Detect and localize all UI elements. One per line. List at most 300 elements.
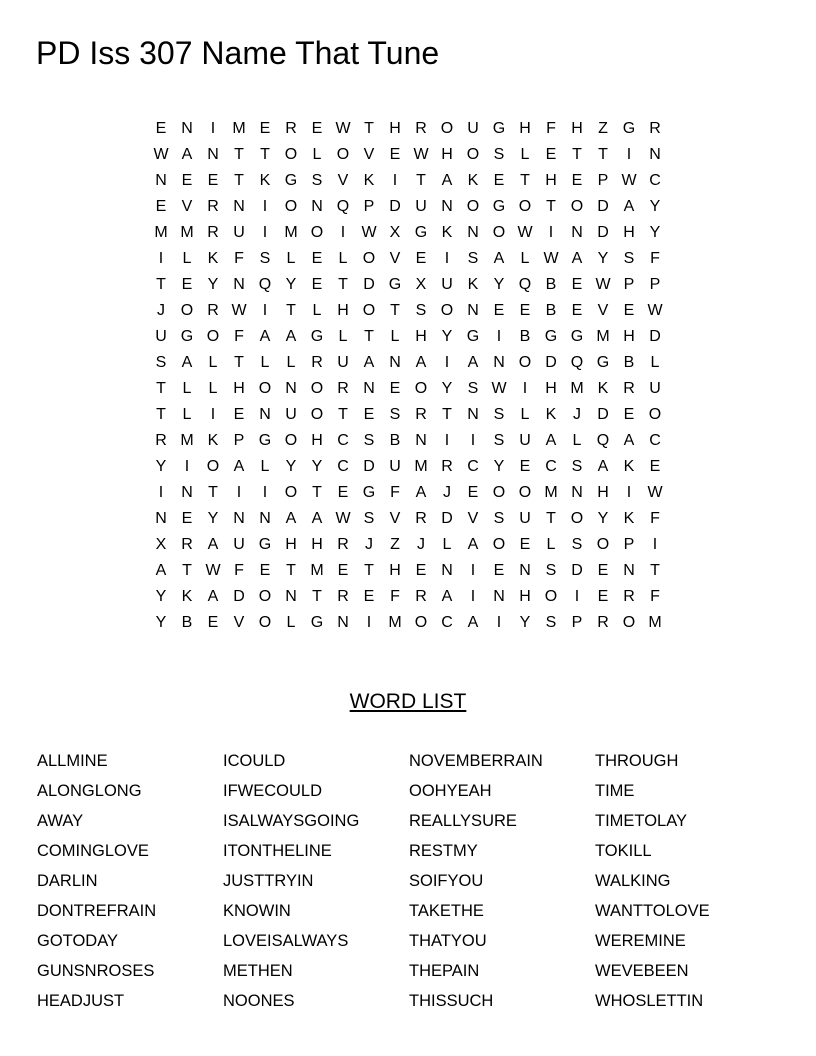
grid-letter[interactable]: Z xyxy=(390,536,400,553)
grid-letter[interactable]: G xyxy=(544,328,558,345)
grid-letter[interactable]: Y xyxy=(285,276,297,293)
grid-letter[interactable]: J xyxy=(443,484,451,501)
grid-letter[interactable]: I xyxy=(262,302,268,319)
grid-letter[interactable]: J xyxy=(573,406,581,423)
grid-letter[interactable]: G xyxy=(622,120,636,137)
grid-letter[interactable]: M xyxy=(180,224,194,241)
grid-letter[interactable]: O xyxy=(362,302,376,319)
grid-letter[interactable]: W xyxy=(647,302,663,319)
grid-letter[interactable]: L xyxy=(338,328,348,345)
grid-letter[interactable]: C xyxy=(337,458,349,475)
grid-letter[interactable]: A xyxy=(571,250,583,267)
grid-letter[interactable]: C xyxy=(649,172,661,189)
grid-letter[interactable]: N xyxy=(337,614,349,631)
grid-letter[interactable]: O xyxy=(310,406,324,423)
grid-letter[interactable]: A xyxy=(623,198,635,215)
grid-letter[interactable]: R xyxy=(415,588,427,605)
grid-letter[interactable]: K xyxy=(259,172,271,189)
grid-letter[interactable]: T xyxy=(390,302,400,319)
grid-letter[interactable]: D xyxy=(545,354,557,371)
grid-letter[interactable]: U xyxy=(441,276,453,293)
grid-letter[interactable]: O xyxy=(310,224,324,241)
grid-letter[interactable]: Q xyxy=(336,198,350,215)
grid-letter[interactable]: L xyxy=(312,302,322,319)
grid-letter[interactable]: N xyxy=(467,302,479,319)
grid-letter[interactable]: C xyxy=(467,458,479,475)
grid-letter[interactable]: G xyxy=(310,614,324,631)
grid-letter[interactable]: E xyxy=(493,562,505,579)
grid-letter[interactable]: S xyxy=(623,250,635,267)
grid-letter[interactable]: J xyxy=(365,536,373,553)
grid-letter[interactable]: R xyxy=(311,354,323,371)
grid-letter[interactable]: C xyxy=(649,432,661,449)
grid-letter[interactable]: A xyxy=(155,562,167,579)
grid-letter[interactable]: M xyxy=(388,614,402,631)
grid-letter[interactable]: A xyxy=(363,354,375,371)
grid-letter[interactable]: Y xyxy=(597,250,609,267)
grid-letter[interactable]: A xyxy=(207,588,219,605)
grid-letter[interactable]: I xyxy=(626,484,632,501)
grid-letter[interactable]: W xyxy=(335,510,351,527)
grid-letter[interactable]: S xyxy=(493,432,505,449)
grid-letter[interactable]: G xyxy=(258,536,272,553)
grid-letter[interactable]: V xyxy=(337,172,349,189)
grid-letter[interactable]: R xyxy=(337,380,349,397)
grid-letter[interactable]: U xyxy=(389,458,401,475)
grid-letter[interactable]: L xyxy=(442,536,452,553)
grid-letter[interactable]: M xyxy=(570,380,584,397)
grid-letter[interactable]: W xyxy=(543,250,559,267)
grid-letter[interactable]: S xyxy=(363,510,375,527)
grid-letter[interactable]: I xyxy=(262,224,268,241)
grid-letter[interactable]: E xyxy=(571,172,583,189)
grid-letter[interactable]: B xyxy=(181,614,193,631)
grid-letter[interactable]: M xyxy=(596,328,610,345)
grid-letter[interactable]: F xyxy=(650,588,660,605)
grid-letter[interactable]: E xyxy=(519,458,531,475)
grid-letter[interactable]: I xyxy=(496,614,502,631)
grid-letter[interactable]: A xyxy=(311,510,323,527)
grid-letter[interactable]: Y xyxy=(649,198,661,215)
grid-letter[interactable]: A xyxy=(233,458,245,475)
grid-letter[interactable]: I xyxy=(652,536,658,553)
grid-letter[interactable]: N xyxy=(467,406,479,423)
grid-letter[interactable]: B xyxy=(545,302,557,319)
grid-letter[interactable]: O xyxy=(206,458,220,475)
grid-letter[interactable]: U xyxy=(649,380,661,397)
grid-letter[interactable]: R xyxy=(623,380,635,397)
grid-letter[interactable]: O xyxy=(258,588,272,605)
grid-letter[interactable]: O xyxy=(284,146,298,163)
grid-letter[interactable]: N xyxy=(519,562,531,579)
grid-letter[interactable]: E xyxy=(363,588,375,605)
grid-letter[interactable]: L xyxy=(182,250,192,267)
grid-letter[interactable]: P xyxy=(363,198,375,215)
grid-letter[interactable]: B xyxy=(545,276,557,293)
grid-letter[interactable]: L xyxy=(546,536,556,553)
grid-letter[interactable]: E xyxy=(545,146,557,163)
grid-letter[interactable]: R xyxy=(337,588,349,605)
grid-letter[interactable]: B xyxy=(389,432,401,449)
grid-letter[interactable]: I xyxy=(158,250,164,267)
grid-letter[interactable]: W xyxy=(621,172,637,189)
grid-letter[interactable]: I xyxy=(210,406,216,423)
grid-letter[interactable]: V xyxy=(389,250,401,267)
grid-letter[interactable]: A xyxy=(467,614,479,631)
grid-letter[interactable]: X xyxy=(155,536,167,553)
grid-letter[interactable]: W xyxy=(205,562,221,579)
grid-letter[interactable]: W xyxy=(595,276,611,293)
grid-letter[interactable]: F xyxy=(650,250,660,267)
grid-letter[interactable]: V xyxy=(181,198,193,215)
grid-letter[interactable]: A xyxy=(467,354,479,371)
grid-letter[interactable]: G xyxy=(596,354,610,371)
grid-letter[interactable]: E xyxy=(597,562,609,579)
grid-letter[interactable]: A xyxy=(181,354,193,371)
grid-letter[interactable]: R xyxy=(649,120,661,137)
grid-letter[interactable]: E xyxy=(337,562,349,579)
grid-letter[interactable]: T xyxy=(416,172,426,189)
grid-letter[interactable]: E xyxy=(389,146,401,163)
grid-letter[interactable]: O xyxy=(414,614,428,631)
grid-letter[interactable]: E xyxy=(623,302,635,319)
grid-letter[interactable]: E xyxy=(181,172,193,189)
grid-letter[interactable]: A xyxy=(441,588,453,605)
grid-letter[interactable]: Q xyxy=(570,354,584,371)
grid-letter[interactable]: L xyxy=(312,146,322,163)
grid-letter[interactable]: U xyxy=(519,432,531,449)
grid-letter[interactable]: O xyxy=(492,536,506,553)
grid-letter[interactable]: F xyxy=(234,562,244,579)
grid-letter[interactable]: Y xyxy=(155,458,167,475)
grid-letter[interactable]: U xyxy=(415,198,427,215)
grid-letter[interactable]: P xyxy=(571,614,583,631)
grid-letter[interactable]: F xyxy=(390,484,400,501)
grid-letter[interactable]: I xyxy=(470,562,476,579)
grid-letter[interactable]: Y xyxy=(597,510,609,527)
grid-letter[interactable]: O xyxy=(622,614,636,631)
grid-letter[interactable]: O xyxy=(258,614,272,631)
grid-letter[interactable]: E xyxy=(571,302,583,319)
grid-letter[interactable]: O xyxy=(310,380,324,397)
grid-letter[interactable]: G xyxy=(180,328,194,345)
grid-letter[interactable]: O xyxy=(544,588,558,605)
grid-letter[interactable]: T xyxy=(234,172,244,189)
grid-letter[interactable]: T xyxy=(260,146,270,163)
grid-letter[interactable]: E xyxy=(415,250,427,267)
grid-letter[interactable]: H xyxy=(311,536,323,553)
grid-letter[interactable]: N xyxy=(389,354,401,371)
grid-letter[interactable]: A xyxy=(441,172,453,189)
grid-letter[interactable]: R xyxy=(441,458,453,475)
grid-letter[interactable]: N xyxy=(493,588,505,605)
grid-letter[interactable]: Q xyxy=(518,276,532,293)
grid-letter[interactable]: Q xyxy=(596,432,610,449)
grid-letter[interactable]: S xyxy=(571,458,583,475)
grid-letter[interactable]: T xyxy=(364,562,374,579)
grid-letter[interactable]: G xyxy=(258,432,272,449)
grid-letter[interactable]: L xyxy=(182,406,192,423)
grid-letter[interactable]: T xyxy=(182,562,192,579)
grid-letter[interactable]: L xyxy=(286,354,296,371)
grid-letter[interactable]: Q xyxy=(258,276,272,293)
grid-letter[interactable]: M xyxy=(414,458,428,475)
grid-letter[interactable]: T xyxy=(156,406,166,423)
grid-letter[interactable]: U xyxy=(519,510,531,527)
grid-letter[interactable]: U xyxy=(285,406,297,423)
grid-letter[interactable]: H xyxy=(519,588,531,605)
grid-letter[interactable]: S xyxy=(545,614,557,631)
grid-letter[interactable]: T xyxy=(208,484,218,501)
grid-letter[interactable]: C xyxy=(545,458,557,475)
grid-letter[interactable]: H xyxy=(415,328,427,345)
grid-letter[interactable]: T xyxy=(156,380,166,397)
grid-letter[interactable]: H xyxy=(233,380,245,397)
grid-letter[interactable]: O xyxy=(518,198,532,215)
grid-letter[interactable]: V xyxy=(389,510,401,527)
grid-letter[interactable]: L xyxy=(650,354,660,371)
grid-letter[interactable]: E xyxy=(155,120,167,137)
grid-letter[interactable]: S xyxy=(389,406,401,423)
grid-letter[interactable]: I xyxy=(522,380,528,397)
grid-letter[interactable]: K xyxy=(623,458,635,475)
grid-letter[interactable]: H xyxy=(389,562,401,579)
grid-letter[interactable]: S xyxy=(363,432,375,449)
grid-letter[interactable]: A xyxy=(467,536,479,553)
grid-letter[interactable]: L xyxy=(182,380,192,397)
grid-letter[interactable]: G xyxy=(570,328,584,345)
grid-letter[interactable]: I xyxy=(340,224,346,241)
grid-letter[interactable]: E xyxy=(311,276,323,293)
grid-letter[interactable]: R xyxy=(337,536,349,553)
grid-letter[interactable]: A xyxy=(597,458,609,475)
grid-letter[interactable]: N xyxy=(181,484,193,501)
grid-letter[interactable]: N xyxy=(311,198,323,215)
grid-letter[interactable]: C xyxy=(441,614,453,631)
grid-letter[interactable]: T xyxy=(156,276,166,293)
grid-letter[interactable]: E xyxy=(415,562,427,579)
grid-letter[interactable]: E xyxy=(311,120,323,137)
grid-letter[interactable]: B xyxy=(519,328,531,345)
grid-letter[interactable]: H xyxy=(389,120,401,137)
grid-letter[interactable]: Y xyxy=(155,614,167,631)
grid-letter[interactable]: N xyxy=(155,172,167,189)
grid-letter[interactable]: P xyxy=(233,432,245,449)
grid-letter[interactable]: E xyxy=(649,458,661,475)
grid-letter[interactable]: W xyxy=(361,224,377,241)
grid-letter[interactable]: N xyxy=(233,510,245,527)
grid-letter[interactable]: N xyxy=(207,146,219,163)
grid-letter[interactable]: M xyxy=(180,432,194,449)
grid-letter[interactable]: N xyxy=(285,588,297,605)
grid-letter[interactable]: R xyxy=(597,614,609,631)
grid-letter[interactable]: S xyxy=(415,302,427,319)
grid-letter[interactable]: N xyxy=(571,484,583,501)
grid-letter[interactable]: Y xyxy=(519,614,531,631)
grid-letter[interactable]: E xyxy=(181,510,193,527)
grid-letter[interactable]: K xyxy=(363,172,375,189)
grid-letter[interactable]: O xyxy=(492,484,506,501)
grid-letter[interactable]: S xyxy=(467,380,479,397)
grid-letter[interactable]: I xyxy=(626,146,632,163)
grid-letter[interactable]: I xyxy=(444,354,450,371)
grid-letter[interactable]: L xyxy=(520,146,530,163)
grid-letter[interactable]: I xyxy=(470,432,476,449)
grid-letter[interactable]: T xyxy=(364,328,374,345)
grid-letter[interactable]: D xyxy=(363,458,375,475)
grid-letter[interactable]: K xyxy=(441,224,453,241)
grid-letter[interactable]: S xyxy=(467,250,479,267)
grid-letter[interactable]: H xyxy=(545,380,557,397)
grid-letter[interactable]: N xyxy=(259,406,271,423)
grid-letter[interactable]: N xyxy=(259,510,271,527)
grid-letter[interactable]: W xyxy=(413,146,429,163)
grid-letter[interactable]: O xyxy=(570,510,584,527)
grid-letter[interactable]: T xyxy=(546,510,556,527)
grid-letter[interactable]: T xyxy=(546,198,556,215)
grid-letter[interactable]: O xyxy=(492,224,506,241)
grid-letter[interactable]: V xyxy=(363,146,375,163)
grid-letter[interactable]: N xyxy=(623,562,635,579)
grid-letter[interactable]: O xyxy=(596,536,610,553)
grid-letter[interactable]: U xyxy=(337,354,349,371)
grid-letter[interactable]: Y xyxy=(207,510,219,527)
grid-letter[interactable]: E xyxy=(467,484,479,501)
grid-letter[interactable]: L xyxy=(260,354,270,371)
grid-letter[interactable]: L xyxy=(208,354,218,371)
grid-letter[interactable]: E xyxy=(597,588,609,605)
grid-letter[interactable]: H xyxy=(545,172,557,189)
grid-letter[interactable]: W xyxy=(231,302,247,319)
grid-letter[interactable]: L xyxy=(260,458,270,475)
grid-letter[interactable]: S xyxy=(493,510,505,527)
grid-letter[interactable]: J xyxy=(157,302,165,319)
grid-letter[interactable]: O xyxy=(336,146,350,163)
grid-letter[interactable]: D xyxy=(597,198,609,215)
grid-letter[interactable]: A xyxy=(415,484,427,501)
grid-letter[interactable]: I xyxy=(184,458,190,475)
grid-letter[interactable]: X xyxy=(415,276,427,293)
grid-letter[interactable]: I xyxy=(262,198,268,215)
grid-letter[interactable]: E xyxy=(207,614,219,631)
grid-letter[interactable]: E xyxy=(519,536,531,553)
grid-letter[interactable]: L xyxy=(390,328,400,345)
grid-letter[interactable]: L xyxy=(286,250,296,267)
grid-letter[interactable]: E xyxy=(571,276,583,293)
grid-letter[interactable]: O xyxy=(180,302,194,319)
grid-letter[interactable]: U xyxy=(233,536,245,553)
grid-letter[interactable]: A xyxy=(181,146,193,163)
grid-letter[interactable]: T xyxy=(650,562,660,579)
grid-letter[interactable]: G xyxy=(388,276,402,293)
grid-letter[interactable]: D xyxy=(233,588,245,605)
grid-letter[interactable]: F xyxy=(234,250,244,267)
grid-letter[interactable]: I xyxy=(210,120,216,137)
grid-letter[interactable]: F xyxy=(234,328,244,345)
grid-letter[interactable]: G xyxy=(284,172,298,189)
grid-letter[interactable]: N xyxy=(415,432,427,449)
grid-letter[interactable]: O xyxy=(440,120,454,137)
grid-letter[interactable]: L xyxy=(286,614,296,631)
grid-letter[interactable]: O xyxy=(284,432,298,449)
grid-letter[interactable]: I xyxy=(366,614,372,631)
grid-letter[interactable]: S xyxy=(493,146,505,163)
grid-letter[interactable]: H xyxy=(337,302,349,319)
grid-letter[interactable]: O xyxy=(648,406,662,423)
grid-letter[interactable]: B xyxy=(623,354,635,371)
grid-letter[interactable]: M xyxy=(232,120,246,137)
grid-letter[interactable]: R xyxy=(181,536,193,553)
grid-letter[interactable]: L xyxy=(520,406,530,423)
grid-letter[interactable]: G xyxy=(492,120,506,137)
grid-letter[interactable]: Y xyxy=(155,588,167,605)
grid-letter[interactable]: H xyxy=(441,146,453,163)
grid-letter[interactable]: G xyxy=(414,224,428,241)
grid-letter[interactable]: K xyxy=(467,276,479,293)
grid-letter[interactable]: O xyxy=(284,198,298,215)
grid-letter[interactable]: K xyxy=(181,588,193,605)
grid-letter[interactable]: N xyxy=(285,380,297,397)
grid-letter[interactable]: S xyxy=(545,562,557,579)
grid-letter[interactable]: V xyxy=(467,510,479,527)
grid-letter[interactable]: Y xyxy=(649,224,661,241)
grid-letter[interactable]: E xyxy=(623,406,635,423)
grid-letter[interactable]: O xyxy=(440,302,454,319)
grid-letter[interactable]: K xyxy=(545,406,557,423)
grid-letter[interactable]: O xyxy=(518,484,532,501)
grid-letter[interactable]: T xyxy=(234,146,244,163)
grid-letter[interactable]: A xyxy=(545,432,557,449)
grid-letter[interactable]: N xyxy=(181,120,193,137)
grid-letter[interactable]: E xyxy=(311,250,323,267)
grid-letter[interactable]: F xyxy=(390,588,400,605)
grid-letter[interactable]: D xyxy=(597,406,609,423)
grid-letter[interactable]: M xyxy=(154,224,168,241)
grid-letter[interactable]: P xyxy=(649,276,661,293)
grid-letter[interactable]: E xyxy=(181,276,193,293)
grid-letter[interactable]: S xyxy=(259,250,271,267)
grid-letter[interactable]: E xyxy=(207,172,219,189)
grid-letter[interactable]: K xyxy=(623,510,635,527)
grid-letter[interactable]: T xyxy=(286,562,296,579)
grid-letter[interactable]: M xyxy=(284,224,298,241)
grid-letter[interactable]: R xyxy=(155,432,167,449)
grid-letter[interactable]: V xyxy=(233,614,245,631)
grid-letter[interactable]: G xyxy=(362,484,376,501)
grid-letter[interactable]: E xyxy=(363,406,375,423)
grid-letter[interactable]: L xyxy=(572,432,582,449)
grid-letter[interactable]: E xyxy=(155,198,167,215)
grid-letter[interactable]: D xyxy=(389,198,401,215)
grid-letter[interactable]: J xyxy=(417,536,425,553)
grid-letter[interactable]: F xyxy=(650,510,660,527)
grid-letter[interactable]: I xyxy=(392,172,398,189)
grid-letter[interactable]: W xyxy=(491,380,507,397)
grid-letter[interactable]: N xyxy=(441,198,453,215)
grid-letter[interactable]: T xyxy=(338,276,348,293)
grid-letter[interactable]: C xyxy=(337,432,349,449)
grid-letter[interactable]: H xyxy=(311,432,323,449)
grid-letter[interactable]: I xyxy=(444,432,450,449)
grid-letter[interactable]: S xyxy=(311,172,323,189)
grid-letter[interactable]: N xyxy=(233,276,245,293)
grid-letter[interactable]: N xyxy=(493,354,505,371)
grid-letter[interactable]: R xyxy=(415,510,427,527)
grid-letter[interactable]: F xyxy=(546,120,556,137)
grid-letter[interactable]: I xyxy=(444,250,450,267)
grid-letter[interactable]: E xyxy=(389,380,401,397)
grid-letter[interactable]: E xyxy=(259,562,271,579)
